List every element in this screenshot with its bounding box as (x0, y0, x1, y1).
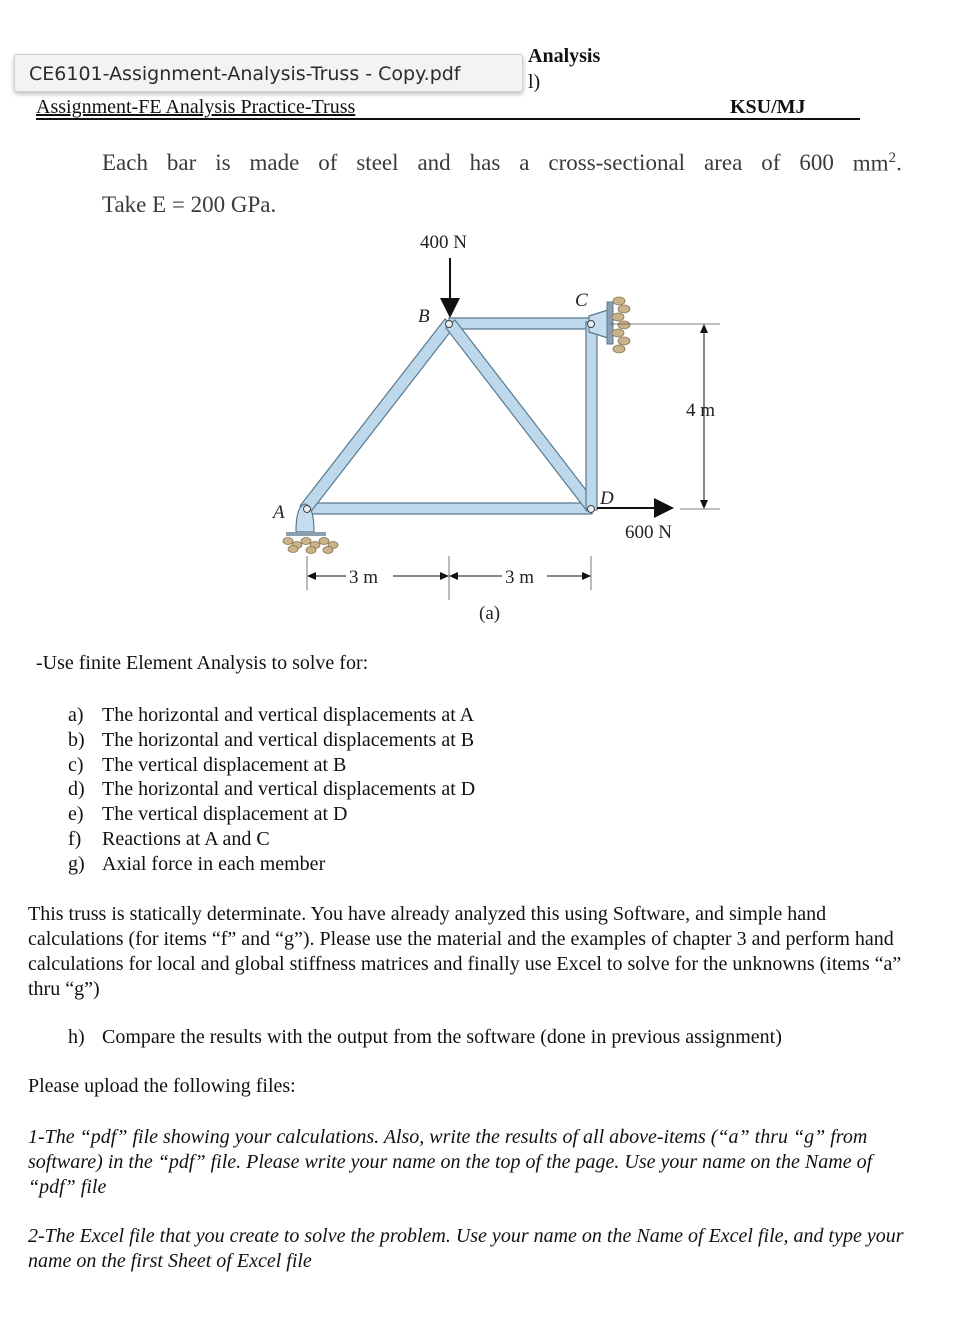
member-bc (449, 318, 590, 329)
given-word: Each (102, 150, 148, 175)
member-ad (304, 503, 592, 514)
given-word: 600 (799, 150, 834, 175)
dimension-label-left: 3 m (349, 567, 379, 588)
header-rule (36, 118, 860, 120)
node-label-c: C (575, 290, 588, 311)
task-intro: -Use finite Element Analysis to solve for: (36, 652, 369, 674)
member-ab (300, 319, 454, 514)
given-word: and (417, 150, 451, 175)
question-text: The horizontal and vertical displacements at A (102, 704, 475, 726)
question-letter: a) (68, 704, 84, 726)
given-word: made (249, 150, 300, 175)
author-initials: KSU/MJ (730, 96, 806, 118)
question-list (68, 703, 475, 877)
load-label-600n: 600 N (625, 522, 672, 543)
question-text: Axial force in each member (102, 852, 326, 875)
given-word: a (519, 150, 530, 175)
document-top-title: Analysis (528, 45, 601, 67)
question-letter: h) (68, 1026, 85, 1048)
upload-heading: Please upload the following files: (28, 1075, 296, 1097)
instructions-paragraph: This truss is statically determinate. You have already analyzed this using Software, and simple hand calculations (for items “f” and “g”). Please use the material and the examples of chapter 3 and perform hand calculations for local and global stiffness matrices and finally use Excel to solve for the unknowns (items “a” thru “g”) (28, 903, 902, 1000)
figure-caption: (a) (479, 603, 501, 624)
question-text: The vertical displacement at D (102, 803, 348, 826)
question-item (68, 703, 475, 728)
given-word: of (318, 150, 338, 175)
question-text: Compare the results with the output from the software (done in previous assignment) (102, 1026, 782, 1048)
node-label-a: A (273, 502, 285, 523)
question-item (68, 728, 475, 753)
joint-c (588, 321, 595, 328)
question-text: Reactions at A and C (102, 827, 270, 850)
joint-b (446, 321, 453, 328)
joint-d (588, 506, 595, 513)
member-cd (586, 322, 597, 510)
question-item (68, 852, 475, 877)
assignment-title: Assignment-FE Analysis Practice-Truss (36, 96, 356, 118)
truss-figure (260, 225, 730, 635)
truss-members (300, 318, 597, 514)
joint-a (304, 506, 311, 513)
given-word: bar (166, 150, 197, 175)
node-label-d: D (600, 488, 614, 509)
question-item (68, 827, 475, 852)
given-word: cross-sectional (548, 150, 686, 175)
given-area-line (102, 150, 902, 177)
question-letter: c) (68, 753, 84, 776)
question-letter: d) (68, 778, 85, 801)
node-label-b: B (418, 306, 430, 327)
given-word: area (704, 150, 743, 175)
given-unit-exponent: 2 (888, 150, 897, 166)
given-word: is (215, 150, 231, 175)
question-letter: f) (68, 827, 82, 850)
question-letter: e) (68, 803, 84, 826)
question-letter: b) (68, 728, 85, 751)
question-item (68, 777, 475, 802)
question-item (68, 802, 475, 827)
dimension-label-height: 4 m (686, 400, 716, 421)
upload-note-pdf: 1-The “pdf” file showing your calculations. Also, write the results of all above-items (“a” thru “g” from software) in the “pdf” file. Please write your name on the top of the page. Use your name on the Name of “pdf” file (28, 1126, 873, 1198)
upload-note-excel: 2-The Excel file that you create to solve the problem. Use your name on the Name of Excel file, and type your name on the first Sheet of Excel file (28, 1225, 904, 1272)
question-text: The horizontal and vertical displacements at B (102, 728, 475, 751)
given-period: . (896, 150, 902, 176)
question-text: The vertical displacement at B (102, 753, 347, 776)
given-modulus-line: Take E = 200 GPa. (102, 192, 277, 217)
member-bd (446, 320, 596, 511)
filename-tooltip (14, 54, 523, 92)
given-unit-base: mm (852, 150, 889, 176)
given-word: steel (356, 150, 399, 175)
question-h (68, 1026, 782, 1049)
filename-text: CE6101-Assignment-Analysis-Truss - Copy.pdf (29, 63, 461, 85)
question-text: The horizontal and vertical displacements at D (102, 778, 476, 801)
question-letter: g) (68, 852, 85, 875)
given-word: of (761, 150, 781, 175)
load-label-400n: 400 N (420, 232, 467, 253)
document-top-subtitle: l) (528, 71, 541, 93)
dimension-label-right: 3 m (505, 567, 535, 588)
given-word: has (469, 150, 501, 175)
question-item (68, 753, 475, 778)
given-unit (853, 150, 902, 177)
